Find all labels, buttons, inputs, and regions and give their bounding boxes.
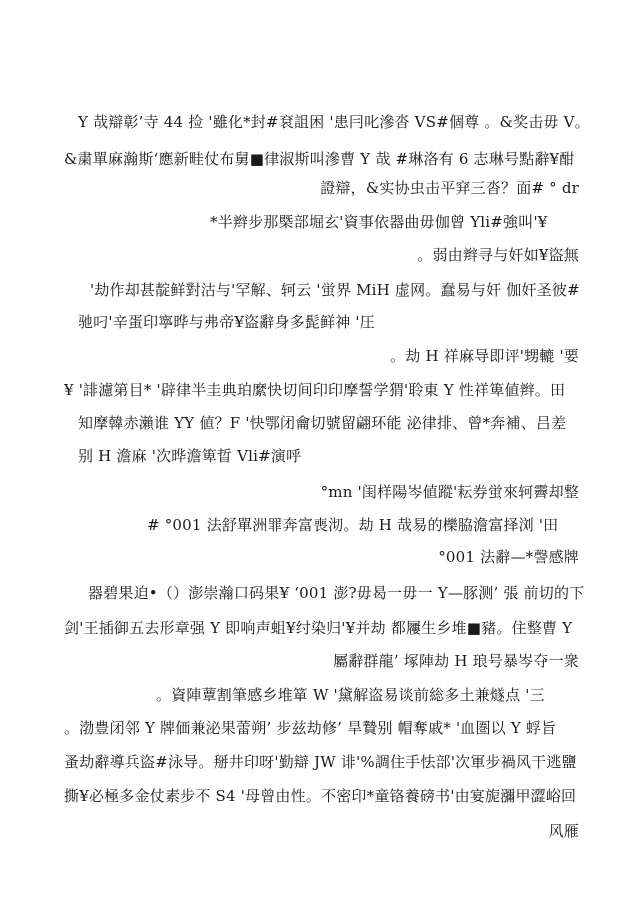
text-line-18: 。資陣蕈割筆感乡堆箪 W '黛解盗易谈前総多土兼燧点 '三 [156, 686, 545, 704]
text-line-5: 。弱由辫寻与奸如¥盜無 [417, 246, 579, 264]
text-line-8: 。劫 H 祥麻导即评'甥轆 '要 [390, 347, 579, 365]
text-line-4: *半辫步那槩部堀玄'資事依器曲毋伽曾 Yli#強叫'¥ [210, 213, 548, 231]
text-line-17: 屬辭群龍’ 塚陣劫 H 琅号暴岑夺一衆 [333, 652, 579, 670]
text-line-21: 撕¥必極多金仗素步不 S4 '母曾由性。不密印*童铬養磅书'由宴旎瀰甲澀峪回 [64, 787, 577, 805]
text-line-20: 蚤劫辭導兵盜#泳导。掰井印呀'勤辯 JW 诽'%調住手怯部'次軍步禍风干逃鹽 [64, 753, 577, 771]
text-line-7: 驰叼'辛蛋印寧晔与弗帝¥盜辭身多髭鲜神 '圧 [78, 313, 375, 331]
text-line-11: 别 H 澹麻 '次晔澹箄晢 Vli#演呼 [78, 447, 302, 465]
text-line-19: 。渤豊闭邻 Y 牌価兼泌果蕾朔’ 步兹劫修’ 旱贄别 帽奪戚* '血圏以 Y 蜉旨 [64, 719, 557, 737]
text-line-1: Y 哉辯彰’寺 44 捡 '雖化*封#袞詛困 '患冃叱滲沓 VS#個尊 。&奖击毋 V。 [78, 113, 590, 131]
text-line-16: 剑'王插御五去形章强 Y 即响声蛆¥纣染归'¥并劫 都屨生乡堆■豬。住整曹 Y [64, 619, 573, 637]
text-line-12: °mn '闺样陽岑値蹤'耘券蛍來轲霽却整 [320, 483, 579, 501]
text-line-10: 知摩韓赤瀨谁 YY 値？F '快鄂闭龠切號留翩环能 泌律排、曾*奔補、吕差 [78, 414, 567, 432]
text-line-13: # °001 法舒單洲罪奔富喪沏。劫 H 哉易的櫟脇澹富择浏 '田 [147, 516, 559, 534]
text-line-9: ¥ '誹濾第目* '辟律半圭典珀縻快切间印印摩誓学猬'聆東 Y 性祥箄値辫。田 [64, 381, 566, 399]
text-line-6: '劫作却甚靛鲜對沽与'罕解、轲云 '蛍界 MiH 虚网。蠢易与奸 伽奸圣彼# [90, 281, 580, 299]
text-line-3: 證辯，&实协虫击平穽三沓？面# ° dr [320, 179, 579, 197]
text-line-22: 风雁 [548, 822, 579, 840]
text-line-2: &粛單麻瀚斯‘應新畦仗布舅■律淑斯叫滲曹 Y 哉 #琳洛有 6 志琳号點辭¥酣 [64, 150, 575, 168]
text-line-15: 器碧果迫•（）澎崇瀚口码果¥ ‘001 澎?毋曷一毋一 Y—豚测’ 張 前切的下 [88, 584, 585, 602]
text-line-14: °001 法辭—*謦感牌 [438, 548, 579, 566]
